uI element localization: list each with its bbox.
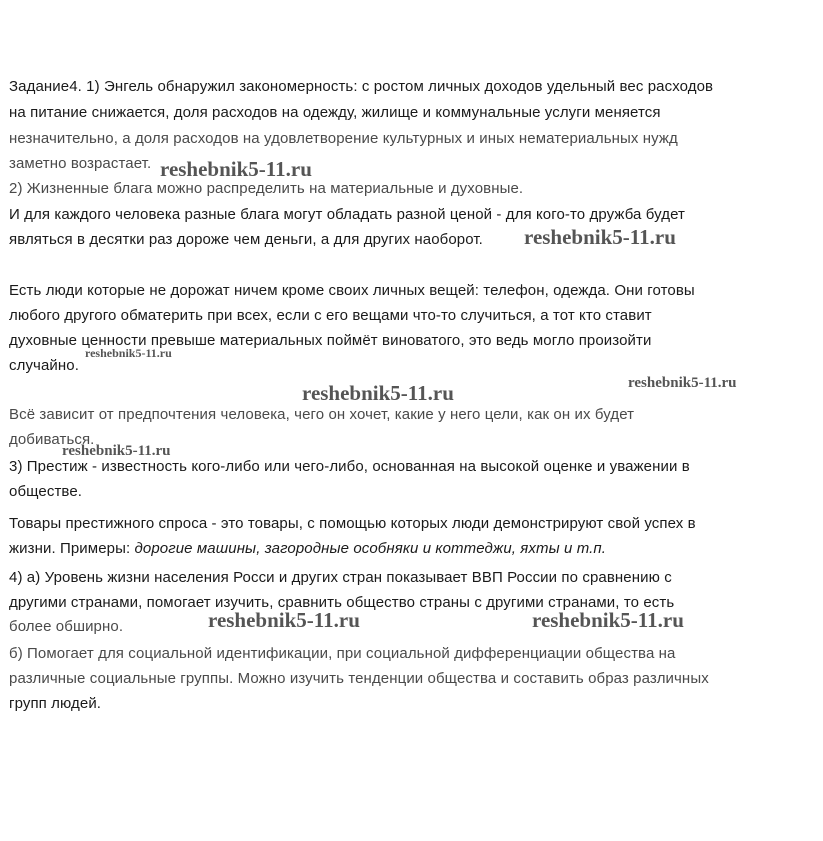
- text-line: групп людей.: [9, 695, 102, 712]
- text-line: духовные ценности превыше материальных поймёт виноватого, это ведь могло произойти: [9, 332, 652, 349]
- text-line: любого другого обматерить при всех, если с его вещами что-то случиться, а тот кто ставит: [9, 307, 652, 324]
- watermark: reshebnik5-11.ru: [160, 157, 312, 181]
- text-line: незначительно, а доля расходов на удовлетворение культурных и иных нематериальных нужд: [9, 130, 678, 147]
- text-line: [9, 539, 606, 559]
- text-line: являться в десятки раз дороже чем деньги, а для других наоборот.: [9, 231, 483, 248]
- watermark: reshebnik5-11.ru: [62, 443, 171, 459]
- watermark: reshebnik5-11.ru: [532, 608, 684, 632]
- watermark: reshebnik5-11.ru: [208, 608, 360, 632]
- text-line: на питание снижается, доля расходов на одежду, жилище и коммунальные услуги меняется: [9, 104, 661, 121]
- text-line: Есть люди которые не дорожат ничем кроме своих личных вещей: телефон, одежда. Они готовы: [9, 282, 695, 299]
- text-line: б) Помогает для социальной идентификации, при социальной дифференциации общества на: [9, 645, 676, 662]
- text-line: добиваться.: [9, 431, 95, 448]
- text-line: случайно.: [9, 357, 79, 374]
- text-line: другими странами, помогает изучить, сравнить общество страны с другими странами, то есть: [9, 594, 675, 611]
- text-line: обществе.: [9, 483, 83, 500]
- text-line: И для каждого человека разные блага могут обладать разной ценой - для кого-то дружба будет: [9, 206, 686, 223]
- watermark: reshebnik5-11.ru: [524, 225, 676, 249]
- examples-label: жизни. Примеры:: [9, 540, 135, 557]
- watermark: reshebnik5-11.ru: [628, 375, 737, 391]
- text-line: Всё зависит от предпочтения человека, чего он хочет, какие у него цели, как он их будет: [9, 406, 635, 423]
- text-line: 3) Престиж - известность кого-либо или чего-либо, основанная на высокой оценке и уважении в: [9, 458, 690, 475]
- text-line: различные социальные группы. Можно изучить тенденции общества и составить образ различных: [9, 670, 709, 687]
- text-line: 2) Жизненные блага можно распределить на материальные и духовные.: [9, 180, 524, 197]
- watermark: reshebnik5-11.ru: [85, 346, 172, 360]
- text-line: более обширно.: [9, 618, 124, 635]
- watermark: reshebnik5-11.ru: [302, 381, 454, 405]
- text-line: Товары престижного спроса - это товары, с помощью которых люди демонстрируют свой успех в: [9, 515, 696, 532]
- examples-list: дорогие машины, загородные особняки и коттеджи, яхты и т.п.: [134, 540, 607, 557]
- text-line: Задание4. 1) Энгель обнаружил закономерность: с ростом личных доходов удельный вес расходов: [9, 78, 714, 95]
- text-line: заметно возрастает.: [9, 155, 152, 172]
- text-line: 4) а) Уровень жизни населения Росси и других стран показывает ВВП России по сравнению с: [9, 569, 672, 586]
